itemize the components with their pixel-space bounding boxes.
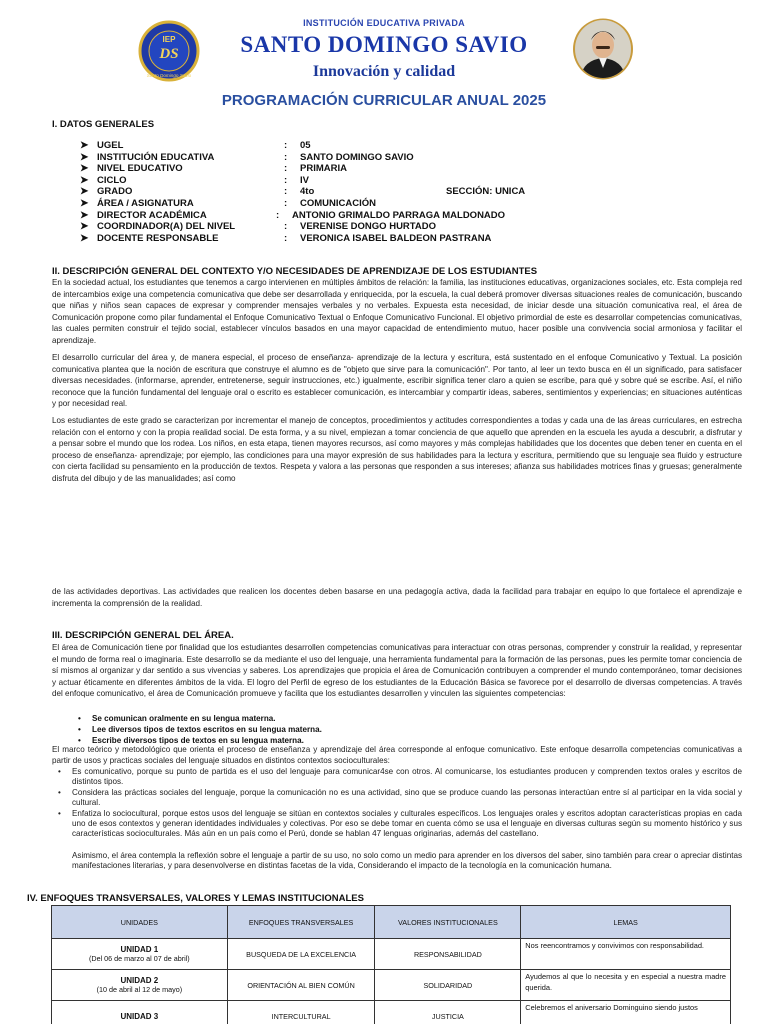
data-value: SANTO DOMINGO SAVIO xyxy=(300,151,414,163)
page-title: PROGRAMACIÓN CURRICULAR ANUAL 2025 xyxy=(221,92,547,109)
section-1-title: I. DATOS GENERALES xyxy=(52,119,155,130)
section-2-paragraph-3: Los estudiantes de este grado se caracterizan por incrementar el manejo de conceptos, procedimientos y actitudes correspondientes a todas y cada una de las áreas curriculares, en estrecha relación con el entorno y con la propia realidad social. De esta forma, y a su nivel, empiezan a tomar conciencia de que aquello que aprenden en la escuela les ayuda a descubrir, a disfrutar y a pensar sobre el mundo que los rodea. Los niños, en esta etapa, tienen mayores recursos, así como mayores y más complejas habilidades que los docentes que deben tener en cuenta en el proceso de enseñanza- aprendizaje; por ejemplo, las condiciones para una mayor expresión de sus habilidades para la lectura y escritura, permitiendo que su lenguaje sea fluido y estructure con cierta facilidad su pensamiento en la producción de textos. Respeta y valora a las personas que responden a sus intereses; afianza sus habilidades motrices finas y gruesas; generalmente disfruta del dibujo y de las manualidades; así como xyxy=(52,416,742,483)
section-3-paragraph-2: El marco teórico y metodológico que orienta el proceso de enseñanza y aprendizaje del área corresponde al enfoque comunicativo. Este enfoque desarrolla competencias comunicativas a partir de usos y practicas sociales del lenguaje situados en distintos contextos socioculturales: xyxy=(52,745,742,765)
colon-separator: : xyxy=(284,163,288,175)
enfoque-features-list xyxy=(52,767,742,840)
institution-name: SANTO DOMINGO SAVIO xyxy=(240,32,528,57)
competencias-list xyxy=(72,713,732,747)
data-label: GRADO xyxy=(97,186,133,198)
enfoque-cell: ORIENTACIÓN AL BIEN COMÚN xyxy=(227,970,375,1001)
svg-text:DS: DS xyxy=(159,46,179,62)
enfoque-item: • Enfatiza lo sociocultural, porque estos usos del lenguaje se sitúan en contextos sociales y culturales específicos. Los lenguajes orales y escritos adoptan características propias en cada uno de esos contextos y generan identidades individuales y colectivas. Por eso se debe tomar en cuenta cómo se usa el lenguaje en diversas culturas según su momento histórico y sus características socioculturales. Más aún en un país como el Perú, donde se hablan 47 lenguas originarias, además del castellano. xyxy=(52,809,742,840)
general-data-row xyxy=(80,233,680,245)
unit-dates: (Del 06 de marzo al 07 de abril) xyxy=(89,954,190,963)
section-2-title: II. DESCRIPCIÓN GENERAL DEL CONTEXTO Y/O NECESIDADES DE APRENDIZAJE DE LOS ESTUDIANTES xyxy=(52,266,538,277)
data-label: NIVEL EDUCATIVO xyxy=(97,163,183,175)
section-3-title: III. DESCRIPCIÓN GENERAL DEL ÁREA. xyxy=(52,630,234,641)
data-value: VERENISE DONGO HURTADO xyxy=(300,221,437,233)
colon-separator: : xyxy=(284,221,288,233)
unit-cell xyxy=(52,970,228,1001)
data-value: IV xyxy=(300,174,309,186)
lema-cell: Nos reencontramos y convivimos con responsabilidad. xyxy=(521,939,731,970)
unit-name: UNIDAD 3 xyxy=(120,1011,159,1021)
table-header-row xyxy=(52,906,731,939)
arrow-bullet-icon: ➤ xyxy=(80,209,89,221)
general-data-row xyxy=(80,152,680,164)
colon-separator: : xyxy=(284,151,288,163)
unit-cell xyxy=(52,1001,228,1024)
table-header-cell: UNIDADES xyxy=(52,906,228,939)
colon-separator: : xyxy=(284,186,288,198)
data-label: INSTITUCIÓN EDUCATIVA xyxy=(97,151,215,163)
school-header xyxy=(130,10,638,86)
data-value: VERONICA ISABEL BALDEON PASTRANA xyxy=(300,232,492,244)
section-3-paragraph-1: El área de Comunicación tiene por finalidad que los estudiantes desarrollen competencias comunicativas para interactuar con otras personas, comprender y construir la realidad, y representar el mundo de forma real o imaginaria. Este desarrollo se da mediante el uso del lenguaje, una herramienta fundamental para la formación de las personas, pues les permite tomar conciencia de sí mismos al organizar y dar sentido a sus vivencias y saberes. Los aprendizajes que propicia el área de Comunicación contribuyen a comprender el mundo contemporáneo, tomar decisiones y actuar éticamente en diferentes ámbitos de la vida. El logro del Perfil de egreso de los estudiantes de la Educación Básica se favorece por el desarrollo de diversas competencias. A través del enfoque comunicativo, el área de Comunicación promueve y facilita que los estudiantes desarrollen y vinculen las siguientes competencias: xyxy=(52,643,742,699)
general-data-row xyxy=(80,210,680,222)
unit-cell xyxy=(52,939,228,970)
arrow-bullet-icon: ➤ xyxy=(80,163,89,175)
general-data-row xyxy=(80,186,680,198)
colon-separator: : xyxy=(284,140,288,151)
arrow-bullet-icon: ➤ xyxy=(80,197,89,209)
section-2-paragraph-4: de las actividades deportivas. Las actividades que realicen los docentes deben basarse en una pedagogía activa, dada la facilidad para trabajar en equipo lo que fortalece el aprendizaje e incrementa la comprensión de la realidad. xyxy=(52,587,742,608)
competencia-item: • Se comunican oralmente en su lengua materna. xyxy=(72,713,732,724)
table-header-cell: ENFOQUES TRANSVERSALES xyxy=(227,906,375,939)
values-table xyxy=(51,905,731,1024)
data-label: DIRECTOR ACADÉMICA xyxy=(97,209,207,221)
arrow-bullet-icon: ➤ xyxy=(80,186,89,198)
arrow-bullet-icon: ➤ xyxy=(80,151,89,163)
unit-dates: (10 de abril al 12 de mayo) xyxy=(96,985,183,994)
unit-name: UNIDAD 1 xyxy=(120,945,159,954)
section-value: SECCIÓN: UNICA xyxy=(446,186,526,198)
general-data-row xyxy=(80,163,680,175)
data-label: UGEL xyxy=(97,140,124,151)
arrow-bullet-icon: ➤ xyxy=(80,140,89,151)
school-logo xyxy=(136,20,202,82)
colon-separator: : xyxy=(284,197,288,209)
valor-cell: RESPONSABILIDAD xyxy=(375,939,521,970)
arrow-bullet-icon: ➤ xyxy=(80,221,89,233)
general-data-row xyxy=(80,221,680,233)
data-value: PRIMARIA xyxy=(300,163,347,175)
table-row xyxy=(52,1001,731,1024)
enfoque-item: • Es comunicativo, porque su punto de partida es el uso del lenguaje para comunicar4se con otros. Al comunicarse, los estudiantes producen y comprenden textos orales y escritos de distintos tipos. xyxy=(52,767,742,788)
institution-slogan: Innovación y calidad xyxy=(312,63,456,80)
saint-portrait xyxy=(572,18,634,80)
competencia-item: • Lee diversos tipos de textos escritos en su lengua materna. xyxy=(72,724,732,735)
enfoque-cell: INTERCULTURAL xyxy=(227,1001,375,1024)
section-4-title: IV. ENFOQUES TRANSVERSALES, VALORES Y LEMAS INSTITUCIONALES xyxy=(27,893,364,904)
lema-cell: Celebremos el aniversario Dominguino siendo justos xyxy=(521,1001,731,1024)
institution-type: INSTITUCIÓN EDUCATIVA PRIVADA xyxy=(303,18,465,28)
arrow-bullet-icon: ➤ xyxy=(80,232,89,244)
competencia-item: • Escribe diversos tipos de textos en su lengua materna. xyxy=(72,735,732,746)
svg-text:IEP: IEP xyxy=(162,35,176,44)
general-data-list xyxy=(80,140,680,244)
table-row xyxy=(52,939,731,970)
data-value: 05 xyxy=(300,140,311,151)
section-2-paragraph-1: En la sociedad actual, los estudiantes que tenemos a cargo intervienen en múltiples ámbitos de relación: la familia, las instituciones educativas, organizaciones sociales, etc. Esta compleja red de intercambios exige una competencia comunicativa que debe ser desarrollada y enriquecida, por la escuela, la cual deberá promover diversas situaciones reales de comunicación, buscando que niñas y niños sean capaces de expresar y comprender mensajes verbales y no verbales. Expuesta esta necesidad, de iniciar desde una situación comunicativa real, el área de Comunicación propone como pilar fundamental el Enfoque Comunicativo Textual o Enfoque Comunicativo Funcional. El objetivo primordial de este es desarrollar competencias comunicativas, las cuales permiten construir el tejido social, establecer vínculos basados en una mayor capacidad de entendimiento mutuo, hacer posible una convivencia social armoniosa y facilitar el aprendizaje. xyxy=(52,278,742,345)
table-row xyxy=(52,970,731,1001)
data-label: CICLO xyxy=(97,174,127,186)
general-data-row xyxy=(80,140,680,152)
general-data-row xyxy=(80,175,680,187)
data-value: 4to xyxy=(300,186,315,198)
arrow-bullet-icon: ➤ xyxy=(80,174,89,186)
valor-cell: JUSTICIA xyxy=(375,1001,521,1024)
enfoque-cell: BUSQUEDA DE LA EXCELENCIA xyxy=(227,939,375,970)
valor-cell: SOLIDARIDAD xyxy=(375,970,521,1001)
table-header-cell: LEMAS xyxy=(521,906,731,939)
table-header-cell: VALORES INSTITUCIONALES xyxy=(375,906,521,939)
data-label: DOCENTE RESPONSABLE xyxy=(97,232,219,244)
data-label: COORDINADOR(A) DEL NIVEL xyxy=(97,221,236,233)
svg-text:Santo Domingo Savio: Santo Domingo Savio xyxy=(146,73,192,78)
data-value: ANTONIO GRIMALDO PARRAGA MALDONADO xyxy=(292,209,506,221)
unit-name: UNIDAD 2 xyxy=(120,976,159,985)
enfoque-item: • Considera las prácticas sociales del lenguaje, porque la comunicación no es una actividad, sino que se produce cuando las personas interactúan entre sí al participar en la vida social y cultural. xyxy=(52,788,742,809)
colon-separator: : xyxy=(276,209,280,221)
data-value: COMUNICACIÓN xyxy=(300,197,376,209)
data-label: ÁREA / ASIGNATURA xyxy=(97,197,194,209)
section-3-paragraph-3: Asimismo, el área contempla la reflexión sobre el lenguaje a partir de su uso, no solo como un medio para aprender en los diversos del saber, sino también para crear o apreciar distintas manifestaciones literarias, y para desenvolverse en distintas facetas de la vida, Considerando el impacto de la tecnología en la comunicación humana. xyxy=(72,851,742,871)
general-data-row xyxy=(80,198,680,210)
colon-separator: : xyxy=(284,174,288,186)
lema-cell: Ayudemos al que lo necesita y en especial a nuestra madre querida. xyxy=(521,970,731,1001)
section-2-paragraph-2: El desarrollo curricular del área y, de manera especial, el proceso de enseñanza- aprendizaje de la lectura y escritura, está sustentado en el enfoque Comunicativo y Textual. La posición comunicativa plantea que la noción de escritura que construye el alumno es de "objeto que sirve para la comunicación". Por tanto, al leer un texto busca en él un significado, para satisfacer diversas necesidades. (informarse, aprender, entretenerse, seguir instrucciones, etc.) igualmente, escribir significa tener claro a quien se escribe, para qué y sobre qué se escribe. Así, el niño reconoce que la función fundamental del lenguaje oral o escrito es establecer comunicación, es intercambiar y compartir ideas, saberes, sentimientos y experiencias; en situaciones auténticas y por necesidad real. xyxy=(52,353,742,409)
colon-separator: : xyxy=(284,232,288,244)
